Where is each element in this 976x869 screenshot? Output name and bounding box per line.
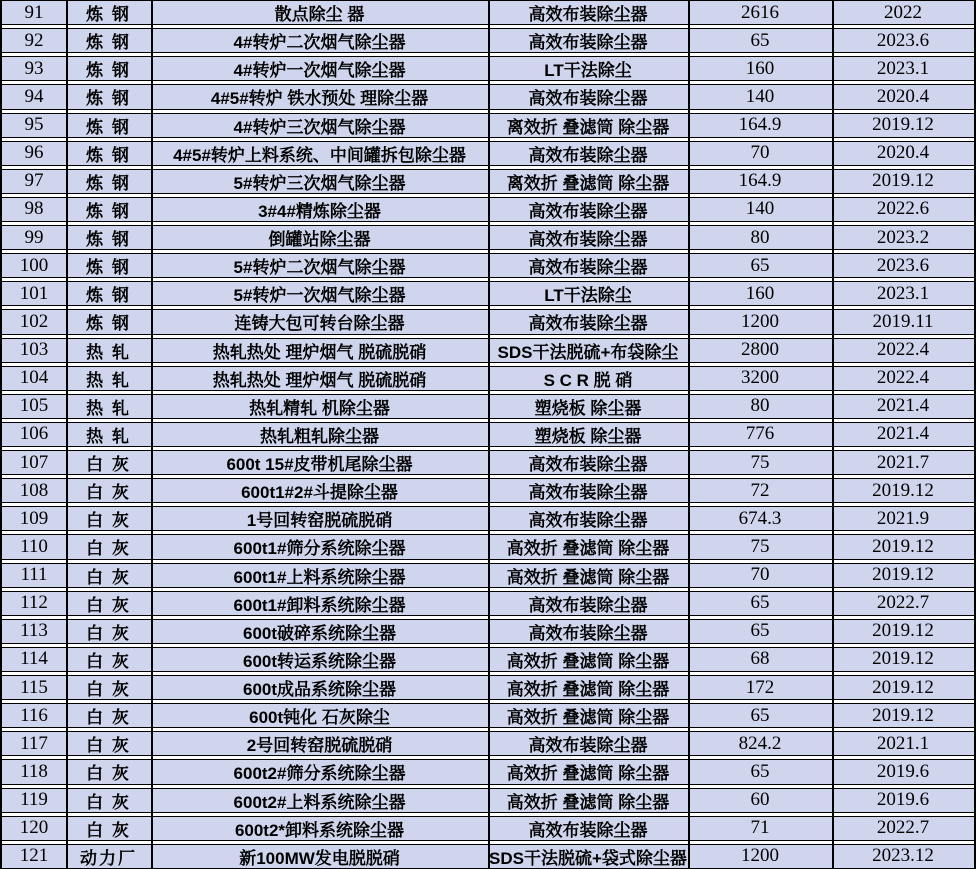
category-cell: 炼 钢 (86, 286, 131, 306)
tech-type-cell: 高效布装除尘器 (528, 258, 648, 278)
category-cell: 白 灰 (86, 820, 131, 840)
date-cell: 2021.9 (876, 507, 930, 529)
item-name-cell: 4#转炉二次烟气除尘器 (233, 33, 406, 53)
item-name-cell: 600t成品系统除尘器 (242, 680, 397, 700)
category-cell: 白 灰 (86, 764, 131, 784)
date-cell: 2020.4 (876, 142, 930, 164)
tech-type-cell: 离效折 叠滤筒 除尘器 (506, 173, 670, 193)
category-cell: 炼 钢 (86, 5, 131, 25)
value-cell: 824.2 (738, 732, 782, 754)
tech-type-cell: 高效折 叠滤筒 除尘器 (506, 764, 670, 784)
value-cell: 140 (745, 198, 775, 220)
row-number-cell: 113 (20, 620, 48, 642)
date-cell: 2022 (884, 1, 922, 23)
item-name-cell: 热轧精轧 机除尘器 (249, 398, 390, 418)
value-cell: 674.3 (738, 507, 782, 529)
tech-type-cell: LT干法除尘 (544, 61, 632, 81)
tech-type-cell: 高效布装除尘器 (528, 314, 648, 334)
item-name-cell: 600t1#上料系统除尘器 (233, 567, 406, 587)
tech-type-cell: 高效折 叠滤筒 除尘器 (506, 539, 670, 559)
row-number-cell: 98 (24, 198, 44, 220)
date-cell: 2019.12 (872, 535, 934, 557)
tech-type-cell: 高效布装除尘器 (528, 511, 648, 531)
category-cell: 白 灰 (86, 567, 131, 587)
tech-type-cell: 高效布装除尘器 (528, 595, 648, 615)
value-cell: 75 (750, 535, 770, 557)
item-name-cell: 600t 15#皮带机尾除尘器 (226, 455, 413, 475)
date-cell: 2022.4 (876, 367, 930, 389)
date-cell: 2023.2 (876, 226, 930, 248)
value-cell: 2616 (741, 1, 779, 23)
date-cell: 2019.12 (872, 704, 934, 726)
tech-type-cell: 高效布装除尘器 (528, 455, 648, 475)
category-cell: 炼 钢 (86, 173, 131, 193)
row-number-cell: 110 (20, 535, 48, 557)
value-cell: 776 (745, 423, 775, 445)
date-cell: 2021.7 (876, 451, 930, 473)
column-divider (488, 0, 490, 869)
value-cell: 65 (750, 704, 770, 726)
value-cell: 65 (750, 620, 770, 642)
category-cell: 炼 钢 (86, 89, 131, 109)
tech-type-cell: 高效布装除尘器 (528, 483, 648, 503)
row-number-cell: 96 (24, 142, 44, 164)
item-name-cell: 600t转运系统除尘器 (242, 651, 397, 671)
date-cell: 2023.6 (876, 29, 930, 51)
date-cell: 2023.1 (876, 57, 930, 79)
item-name-cell: 5#转炉三次烟气除尘器 (233, 173, 406, 193)
item-name-cell: 热轧粗轧除尘器 (260, 426, 379, 446)
row-number-cell: 112 (20, 592, 48, 614)
tech-type-cell: 离效折 叠滤筒 除尘器 (506, 117, 670, 137)
row-number-cell: 115 (20, 676, 48, 698)
tech-type-cell: 高效折 叠滤筒 除尘器 (506, 651, 670, 671)
row-number-cell: 120 (19, 817, 49, 839)
value-cell: 65 (750, 760, 770, 782)
value-cell: 164.9 (738, 114, 782, 136)
value-cell: 3200 (741, 367, 779, 389)
tech-type-cell: 高效折 叠滤筒 除尘器 (506, 708, 670, 728)
item-name-cell: 600t1#2#斗提除尘器 (241, 483, 398, 503)
item-name-cell: 倒罐站除尘器 (268, 230, 371, 250)
value-cell: 80 (750, 226, 770, 248)
item-name-cell: 1号回转窑脱硫脱硝 (246, 511, 393, 531)
date-cell: 2019.11 (872, 310, 934, 332)
tech-type-cell: 高效布装除尘器 (528, 820, 648, 840)
item-name-cell: 散点除尘 器 (274, 5, 365, 25)
column-divider (151, 0, 153, 869)
row-number-cell: 116 (20, 704, 48, 726)
date-cell: 2023.1 (876, 282, 930, 304)
tech-type-cell: 高效布装除尘器 (528, 33, 648, 53)
value-cell: 160 (745, 57, 775, 79)
date-cell: 2019.12 (872, 479, 934, 501)
item-name-cell: 600t2#上料系统除尘器 (233, 792, 406, 812)
item-name-cell: 5#转炉一次烟气除尘器 (233, 286, 406, 306)
category-cell: 白 灰 (86, 483, 131, 503)
tech-type-cell: LT干法除尘 (544, 286, 632, 306)
category-cell: 炼 钢 (86, 230, 131, 250)
category-cell: 热 轧 (86, 370, 131, 390)
category-cell: 白 灰 (86, 651, 131, 671)
row-number-cell: 97 (24, 170, 44, 192)
value-cell: 70 (750, 142, 770, 164)
row-number-cell: 107 (19, 451, 49, 473)
item-name-cell: 600t1#筛分系统除尘器 (233, 539, 406, 559)
date-cell: 2019.12 (872, 620, 934, 642)
row-number-cell: 92 (24, 29, 44, 51)
category-cell: 白 灰 (86, 511, 131, 531)
row-number-cell: 109 (19, 507, 49, 529)
date-cell: 2020.4 (876, 85, 930, 107)
row-number-cell: 119 (20, 789, 48, 811)
tech-type-cell: 高效布装除尘器 (528, 201, 648, 221)
row-number-cell: 104 (19, 367, 49, 389)
category-cell: 炼 钢 (86, 258, 131, 278)
value-cell: 140 (745, 85, 775, 107)
tech-type-cell: S C R 脱 硝 (543, 370, 633, 390)
value-cell: 1200 (741, 310, 779, 332)
value-cell: 65 (750, 592, 770, 614)
date-cell: 2019.12 (872, 676, 934, 698)
category-cell: 炼 钢 (86, 201, 131, 221)
item-name-cell: 600t2#筛分系统除尘器 (233, 764, 406, 784)
date-cell: 2019.12 (872, 564, 934, 586)
item-name-cell: 600t2*卸料系统除尘器 (234, 820, 405, 840)
item-name-cell: 5#转炉二次烟气除尘器 (233, 258, 406, 278)
tech-type-cell: 高效折 叠滤筒 除尘器 (506, 567, 670, 587)
item-name-cell: 4#5#转炉上料系统、中间罐拆包除尘器 (173, 145, 466, 165)
category-cell: 热 轧 (86, 426, 131, 446)
category-cell: 白 灰 (86, 595, 131, 615)
tech-type-cell: 高效折 叠滤筒 除尘器 (506, 680, 670, 700)
tech-type-cell: SDS干法脱硫+布袋除尘 (497, 342, 679, 362)
row-number-cell: 102 (19, 310, 49, 332)
date-cell: 2022.7 (876, 817, 930, 839)
date-cell: 2019.6 (876, 789, 930, 811)
date-cell: 2021.1 (876, 732, 930, 754)
row-number-cell: 103 (19, 339, 49, 361)
item-name-cell: 2号回转窑脱硫脱硝 (246, 736, 393, 756)
category-cell: 白 灰 (86, 736, 131, 756)
item-name-cell: 600t钝化 石灰除尘 (249, 708, 390, 728)
category-cell: 白 灰 (86, 792, 131, 812)
category-cell: 热 轧 (86, 398, 131, 418)
row-number-cell: 95 (24, 114, 44, 136)
date-cell: 2022.4 (876, 339, 930, 361)
item-name-cell: 600t1#卸料系统除尘器 (233, 595, 406, 615)
value-cell: 2800 (741, 339, 779, 361)
category-cell: 动力厂 (80, 848, 137, 868)
tech-type-cell: 塑烧板 除尘器 (534, 398, 642, 418)
category-cell: 炼 钢 (86, 314, 131, 334)
row-number-cell: 114 (20, 648, 48, 670)
row-number-cell: 94 (24, 85, 44, 107)
row-number-cell: 118 (20, 760, 48, 782)
value-cell: 160 (745, 282, 775, 304)
value-cell: 172 (745, 676, 775, 698)
value-cell: 75 (750, 451, 770, 473)
column-divider (688, 0, 690, 869)
row-number-cell: 106 (19, 423, 49, 445)
row-number-cell: 105 (19, 395, 49, 417)
item-name-cell: 600t破碎系统除尘器 (242, 623, 397, 643)
category-cell: 白 灰 (86, 680, 131, 700)
tech-type-cell: 塑烧板 除尘器 (534, 426, 642, 446)
category-cell: 炼 钢 (86, 117, 131, 137)
value-cell: 164.9 (738, 170, 782, 192)
item-name-cell: 3#4#精炼除尘器 (258, 201, 381, 221)
tech-type-cell: 高效布装除尘器 (528, 623, 648, 643)
value-cell: 70 (750, 564, 770, 586)
date-cell: 2019.12 (872, 648, 934, 670)
date-cell: 2023.6 (876, 254, 930, 276)
value-cell: 1200 (741, 845, 779, 867)
item-name-cell: 热轧热处 理炉烟气 脱硫脱硝 (212, 342, 427, 362)
tech-type-cell: 高效布装除尘器 (528, 736, 648, 756)
value-cell: 65 (750, 254, 770, 276)
category-cell: 炼 钢 (86, 145, 131, 165)
tech-type-cell: 高效布装除尘器 (528, 145, 648, 165)
item-name-cell: 4#5#转炉 铁水预处 理除尘器 (210, 89, 429, 109)
row-number-cell: 93 (24, 57, 44, 79)
category-cell: 热 轧 (86, 342, 131, 362)
item-name-cell: 新100MW发电脱脱硝 (239, 848, 400, 868)
category-cell: 白 灰 (86, 623, 131, 643)
tech-type-cell: SDS干法脱硫+袋式除尘器 (489, 848, 687, 868)
row-number-cell: 101 (19, 282, 49, 304)
column-divider (66, 0, 68, 869)
item-name-cell: 4#转炉三次烟气除尘器 (233, 117, 406, 137)
row-number-cell: 117 (20, 732, 48, 754)
row-number-cell: 99 (24, 226, 44, 248)
item-name-cell: 热轧热处 理炉烟气 脱硫脱硝 (212, 370, 427, 390)
value-cell: 65 (750, 29, 770, 51)
row-number-cell: 91 (24, 1, 44, 23)
date-cell: 2019.12 (872, 170, 934, 192)
date-cell: 2019.6 (876, 760, 930, 782)
category-cell: 炼 钢 (86, 33, 131, 53)
date-cell: 2019.12 (872, 114, 934, 136)
date-cell: 2023.12 (872, 845, 934, 867)
date-cell: 2021.4 (876, 423, 930, 445)
row-number-cell: 111 (20, 564, 48, 586)
value-cell: 71 (750, 817, 770, 839)
date-cell: 2022.6 (876, 198, 930, 220)
category-cell: 白 灰 (86, 455, 131, 475)
item-name-cell: 连铸大包可转台除尘器 (234, 314, 405, 334)
item-name-cell: 4#转炉一次烟气除尘器 (233, 61, 406, 81)
category-cell: 白 灰 (86, 708, 131, 728)
value-cell: 68 (750, 648, 770, 670)
row-number-cell: 121 (19, 845, 49, 867)
tech-type-cell: 高效布装除尘器 (528, 89, 648, 109)
tech-type-cell: 高效布装除尘器 (528, 230, 648, 250)
value-cell: 60 (750, 789, 770, 811)
value-cell: 72 (750, 479, 770, 501)
date-cell: 2021.4 (876, 395, 930, 417)
category-cell: 炼 钢 (86, 61, 131, 81)
column-divider (832, 0, 834, 869)
category-cell: 白 灰 (86, 539, 131, 559)
tech-type-cell: 高效折 叠滤筒 除尘器 (506, 792, 670, 812)
row-number-cell: 100 (19, 254, 49, 276)
date-cell: 2022.7 (876, 592, 930, 614)
tech-type-cell: 高效布装除尘器 (528, 5, 648, 25)
row-number-cell: 108 (19, 479, 49, 501)
value-cell: 80 (750, 395, 770, 417)
